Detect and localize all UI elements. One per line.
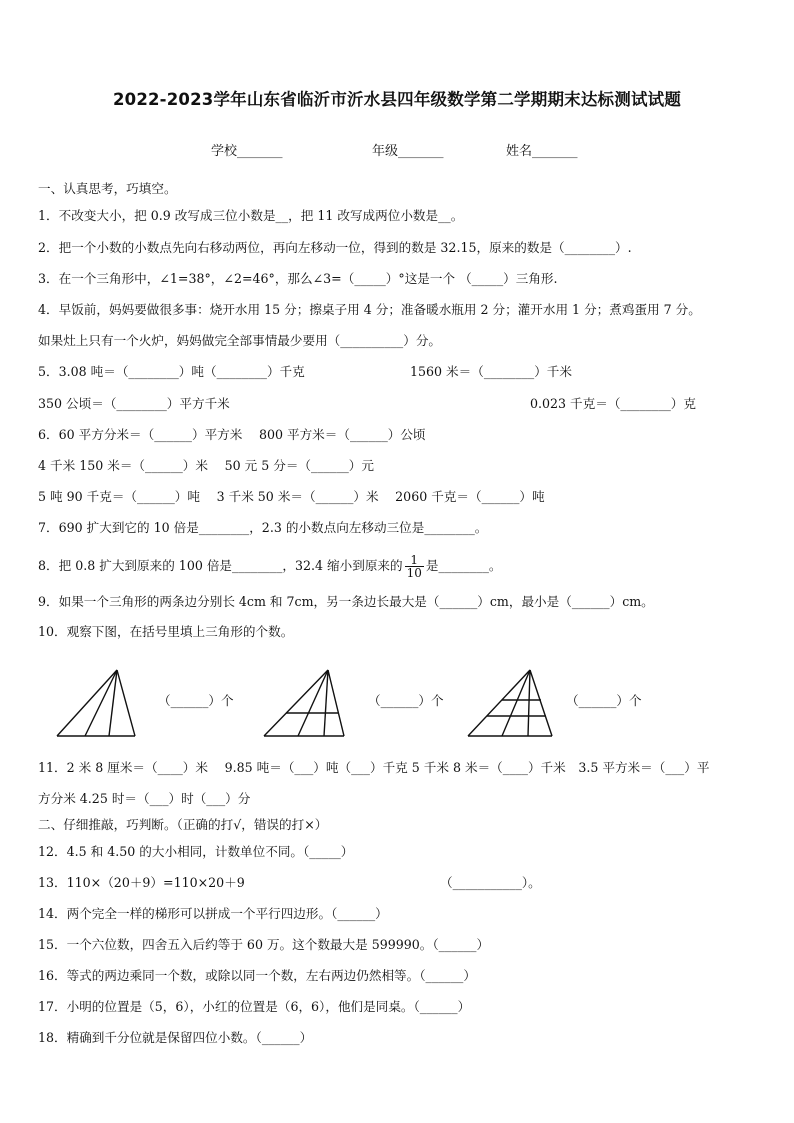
figure-1-answer: （______）个	[158, 693, 234, 708]
question-4-line-1: 4．早饭前，妈妈要做很多事：烧开水用 15 分；擦桌子用 4 分；准备暖水瓶用 2 分；灌开水用 1 分；煮鸡蛋用 7 分。	[38, 302, 701, 317]
question-13-left: 13．110×（20＋9）=110×20＋9	[38, 875, 245, 890]
question-3: 3．在一个三角形中，∠1=38°，∠2=46°，那么∠3=（_____）°这是一个 （_____）三角形.	[38, 271, 558, 286]
question-11-line-2: 方分米 4.25 时＝（___）时（___）分	[38, 791, 251, 806]
fraction-numerator: 1	[405, 554, 424, 567]
question-5-right-1: 1560 米＝（________）千米	[410, 364, 572, 379]
fraction-one-tenth	[405, 554, 424, 579]
triangle-figure-1	[55, 668, 137, 740]
question-2: 2．把一个小数的小数点先向右移动两位，再向左移动一位，得到的数是 32.15，原来的数是（________）.	[38, 240, 632, 255]
school-field: 学校_______	[211, 144, 283, 159]
question-4-line-2: 如果灶上只有一个火炉，妈妈做完全部事情最少要用（__________）分。	[38, 333, 441, 348]
question-11-line-1: 11．2 米 8 厘米＝（____）米 9.85 吨＝（___）吨（___）千克 5 千米 8 米＝（____）千米 3.5 平方米＝（___）平	[38, 760, 710, 775]
question-1: 1．不改变大小，把 0.9 改写成三位小数是__，把 11 改写成两位小数是__。	[38, 208, 464, 223]
question-5-left-2: 350 公顷＝（________）平方千米	[38, 396, 230, 411]
question-5-right-2: 0.023 千克＝（________）克	[530, 396, 696, 411]
page-title: 2022-2023学年山东省临沂市沂水县四年级数学第二学期期末达标测试试题	[112, 90, 682, 109]
question-15: 15．一个六位数，四舍五入后约等于 60 万。这个数最大是 599990。（______）	[38, 937, 490, 952]
triangle-figure-2	[262, 668, 348, 740]
question-14: 14．两个完全一样的梯形可以拼成一个平行四边形。（______）	[38, 906, 388, 921]
question-8-text-1: 8．把 0.8 扩大到原来的 100 倍是________，32.4 缩小到原来的	[38, 558, 403, 573]
question-8	[38, 554, 501, 579]
section-1-heading: 一、认真思考，巧填空。	[38, 181, 177, 196]
name-field: 姓名_______	[506, 144, 578, 159]
question-18: 18．精确到千分位就是保留四位小数。（______）	[38, 1030, 313, 1045]
figure-3-answer: （______）个	[566, 693, 642, 708]
question-6-line-3: 5 吨 90 千克＝（______）吨 3 千米 50 米＝（______）米 2060 千克＝（______）吨	[38, 489, 545, 504]
question-8-text-2: 是________。	[425, 558, 502, 573]
question-13-right: （___________）。	[440, 875, 541, 890]
grade-field: 年级_______	[372, 144, 444, 159]
question-9: 9．如果一个三角形的两条边分别长 4cm 和 7cm，另一条边长最大是（______）cm，最小是（______）cm。	[38, 594, 654, 609]
fraction-denominator: 10	[406, 566, 422, 580]
section-2-heading: 二、仔细推敲，巧判断。（正确的打√，错误的打×）	[38, 817, 328, 832]
question-16: 16．等式的两边乘同一个数，或除以同一个数，左右两边仍然相等。（______）	[38, 968, 476, 983]
question-12: 12．4.5 和 4.50 的大小相同，计数单位不同。（_____）	[38, 844, 354, 859]
question-7: 7．690 扩大到它的 10 倍是________，2.3 的小数点向左移动三位是________。	[38, 520, 488, 535]
question-17: 17．小明的位置是（5，6），小红的位置是（6，6），他们是同桌。（______）	[38, 999, 471, 1014]
triangle-figure-3	[466, 668, 556, 740]
figure-2-answer: （______）个	[368, 693, 444, 708]
question-6-line-1: 6．60 平方分米＝（______）平方米 800 平方米＝（______）公顷	[38, 427, 426, 442]
question-6-line-2: 4 千米 150 米＝（______）米 50 元 5 分＝（______）元	[38, 458, 374, 473]
question-5-left-1: 5．3.08 吨＝（________）吨（________）千克	[38, 364, 305, 379]
question-10: 10．观察下图，在括号里填上三角形的个数。	[38, 624, 294, 639]
